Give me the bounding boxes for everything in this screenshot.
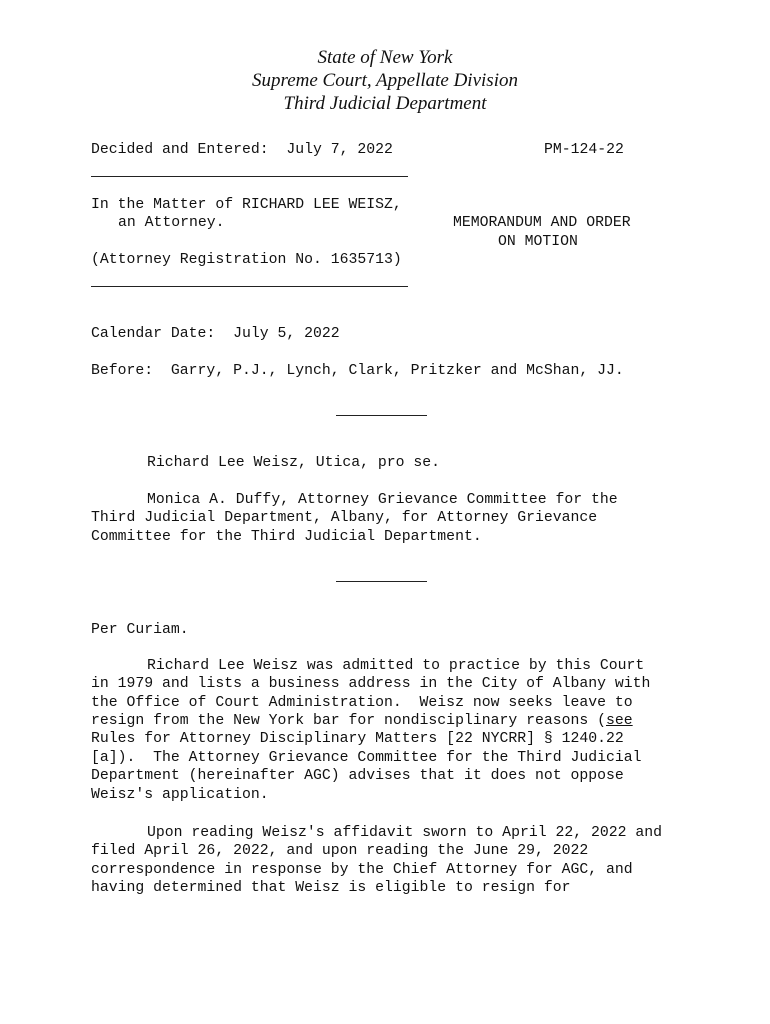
appearance-agc-line1: Monica A. Duffy, Attorney Grievance Committee for the	[147, 492, 618, 508]
order-title-line2: ON MOTION	[498, 234, 578, 250]
para1-line2: in 1979 and lists a business address in the City of Albany with	[91, 676, 651, 692]
caption-attorney: an Attorney.	[118, 215, 225, 231]
calendar-date: Calendar Date: July 5, 2022	[91, 326, 340, 342]
para2-line4: having determined that Weisz is eligible to resign for	[91, 880, 571, 896]
para1-line3: the Office of Court Administration. Weisz now seeks leave to	[91, 695, 633, 711]
before-panel: Before: Garry, P.J., Lynch, Clark, Pritzker and McShan, JJ.	[91, 363, 624, 379]
appearance-agc-line2: Third Judicial Department, Albany, for Attorney Grievance	[91, 510, 598, 526]
court-department: Third Judicial Department	[283, 93, 487, 114]
para2-line1: Upon reading Weisz's affidavit sworn to April 22, 2022 and	[147, 825, 663, 841]
caption-rule-bottom	[91, 286, 408, 287]
court-state: State of New York	[317, 47, 453, 68]
section-divider-1	[336, 415, 427, 416]
para1-line8: Weisz's application.	[91, 787, 269, 803]
para2-line3: correspondence in response by the Chief Attorney for AGC, and	[91, 862, 633, 878]
court-name: Supreme Court, Appellate Division	[252, 70, 518, 91]
para2-line2: filed April 26, 2022, and upon reading the June 29, 2022	[91, 843, 589, 859]
para1-line1: Richard Lee Weisz was admitted to practice by this Court	[147, 658, 645, 674]
caption-matter: In the Matter of RICHARD LEE WEISZ,	[91, 197, 402, 213]
section-divider-2	[336, 581, 427, 582]
per-curiam: Per Curiam.	[91, 622, 189, 638]
para1-line5: Rules for Attorney Disciplinary Matters [22 NYCRR] § 1240.22	[91, 731, 624, 747]
caption-registration: (Attorney Registration No. 1635713)	[91, 252, 402, 268]
appearance-respondent: Richard Lee Weisz, Utica, pro se.	[147, 455, 441, 471]
caption-rule-top	[91, 176, 408, 177]
appearance-agc-line3: Committee for the Third Judicial Department.	[91, 529, 482, 545]
para1-line7: Department (hereinafter AGC) advises that it does not oppose	[91, 768, 624, 784]
citation-signal-see: see	[606, 713, 633, 729]
para1-line6: [a]). The Attorney Grievance Committee for the Third Judicial	[91, 750, 642, 766]
para1-line4-text: resign from the New York bar for nondisciplinary reasons (	[91, 713, 607, 729]
para1-line4	[91, 712, 633, 730]
decided-entered: Decided and Entered: July 7, 2022	[91, 142, 393, 158]
docket-number: PM-124-22	[544, 142, 624, 158]
order-title-line1: MEMORANDUM AND ORDER	[453, 215, 631, 231]
